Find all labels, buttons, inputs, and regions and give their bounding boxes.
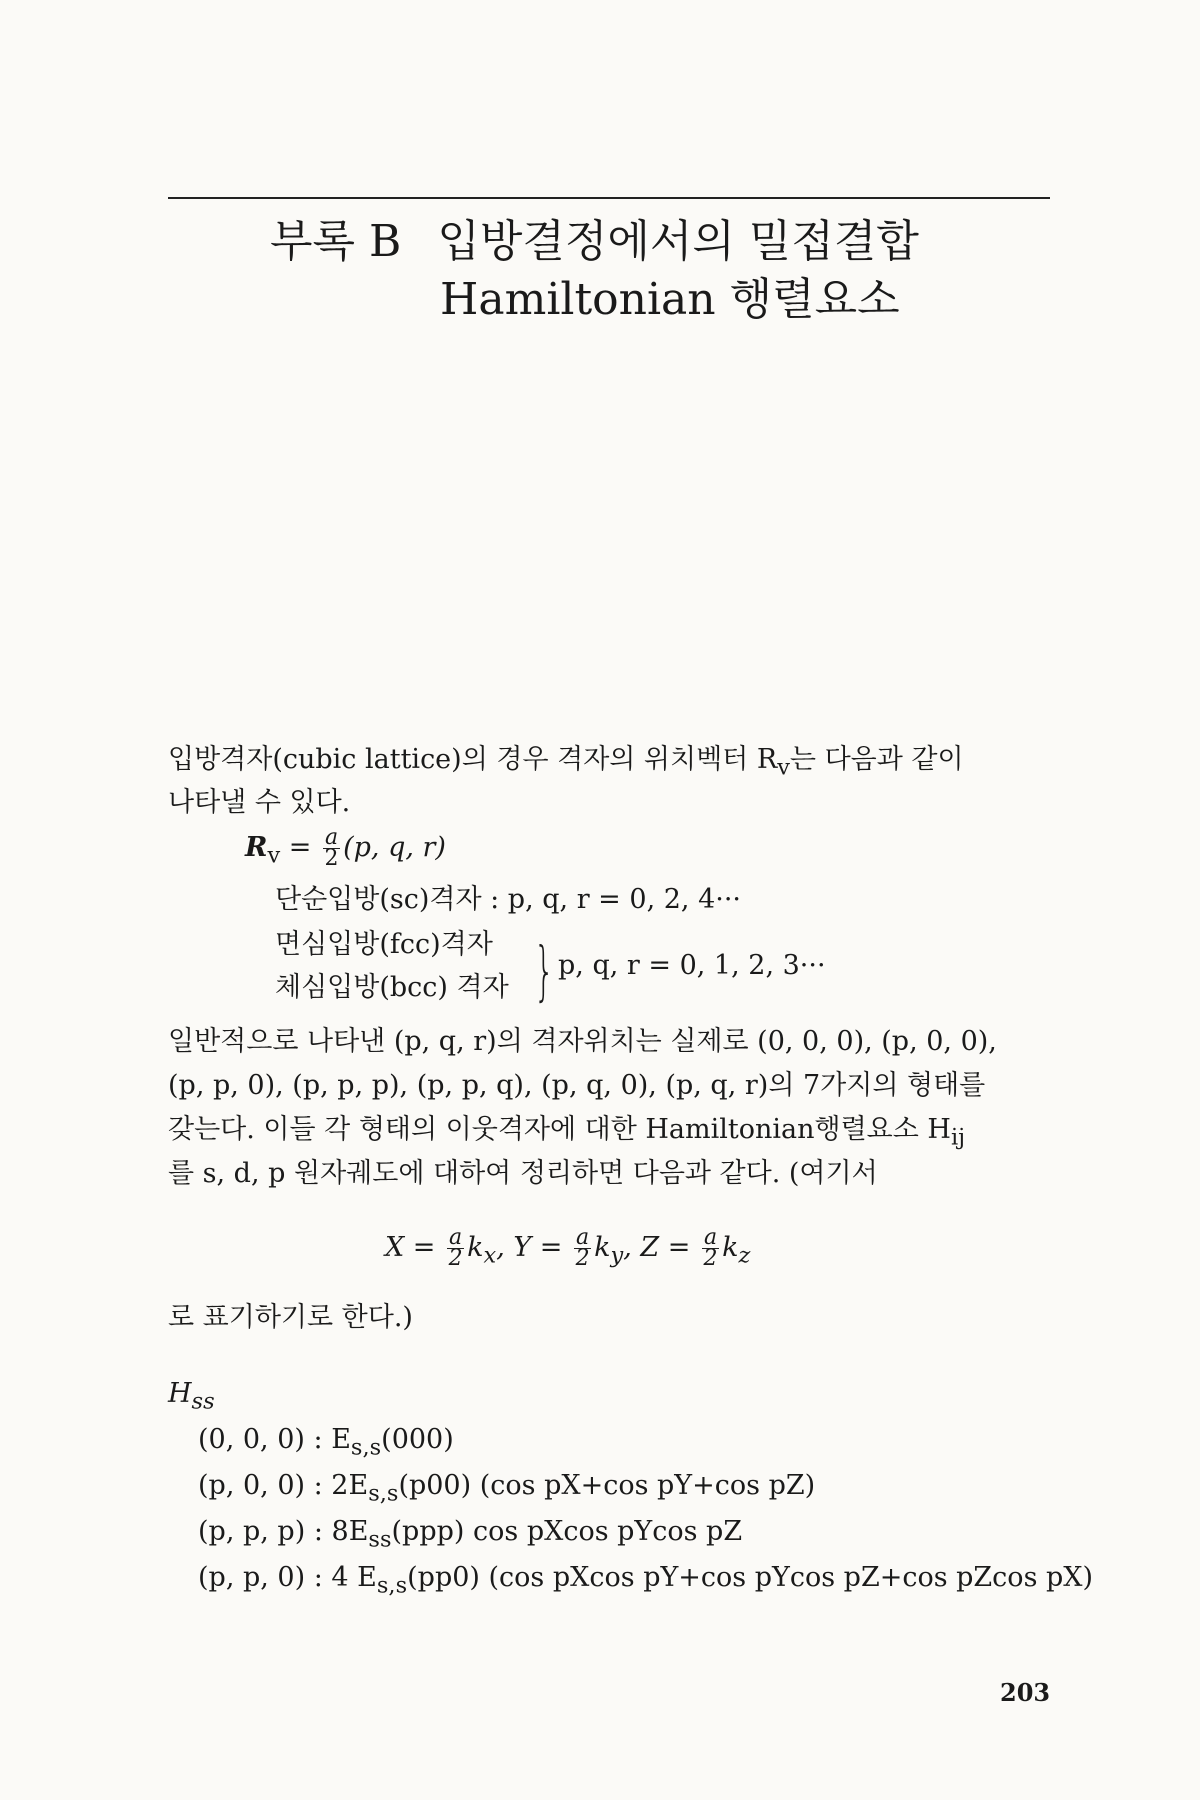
eq-frac-num: a <box>324 825 339 850</box>
hss-row <box>198 1512 742 1559</box>
xyz-frac-3 <box>702 1225 719 1271</box>
bcc-lattice-line: 체심입방(bcc) 격자 <box>275 972 509 1003</box>
eq-rhs: (p, q, r) <box>343 832 446 863</box>
para-3-sub: ij <box>950 1124 966 1151</box>
para-line-3 <box>168 1110 965 1157</box>
page-number: 203 <box>1000 1678 1051 1707</box>
hss-row-label: (p, 0, 0) : 2E <box>198 1470 369 1501</box>
hss-row-expression: (p00) (cos pX+cos pY+cos pZ) <box>398 1470 816 1501</box>
hss-heading <box>168 1374 215 1421</box>
xyz-frac-2-num: a <box>576 1225 590 1250</box>
grouping-brace: } <box>534 935 555 1009</box>
xyz-kx: k <box>467 1232 484 1263</box>
xyz-ky: k <box>594 1232 611 1263</box>
para-line-2: (p, p, 0), (p, p, p), (p, p, q), (p, q, 0), (p, q, r)의 7가지의 형태를 <box>168 1070 986 1101</box>
eq-lhs: R <box>245 832 268 863</box>
hss-row-label: (p, p, p) : 8E <box>198 1516 369 1547</box>
para-3-text: 갖는다. 이들 각 형태의 이웃격자에 대한 Hamiltonian행렬요소 H <box>168 1114 951 1145</box>
title-korean: 입방결정에서의 밀접결합 <box>437 216 919 267</box>
eq-fraction <box>323 825 340 871</box>
eq-frac-den: 2 <box>324 846 339 871</box>
xyz-ky-sub: y <box>610 1242 624 1269</box>
fcc-bcc-values: p, q, r = 0, 1, 2, 3··· <box>558 950 826 981</box>
eq-equals: = <box>280 832 320 863</box>
intro-line-2: 나타낼 수 있다. <box>168 787 351 818</box>
xyz-frac-3-den: 2 <box>703 1246 718 1271</box>
intro-tail: 는 다음과 같이 <box>789 744 964 775</box>
hss-row-sub: s,s <box>350 1434 382 1461</box>
xyz-kz: k <box>722 1232 739 1263</box>
xyz-kz-sub: z <box>738 1242 751 1269</box>
header-rule <box>168 197 1050 199</box>
xyz-z-lhs: , Z = <box>623 1232 699 1263</box>
xyz-y-lhs: , Y = <box>496 1232 571 1263</box>
hss-row <box>198 1466 815 1513</box>
hss-row-expression: (000) <box>381 1424 454 1455</box>
xyz-frac-1 <box>447 1225 464 1271</box>
hss-row <box>198 1558 1093 1605</box>
sc-lattice-line: 단순입방(sc)격자 : p, q, r = 0, 2, 4··· <box>275 884 742 915</box>
para-line-4: 를 s, d, p 원자궤도에 대하여 정리하면 다음과 같다. (여기서 <box>168 1158 878 1189</box>
hss-row-sub: s,s <box>376 1572 408 1599</box>
hss-row-sub: s,s <box>368 1480 399 1507</box>
intro-line-1 <box>168 740 964 787</box>
xyz-frac-1-den: 2 <box>448 1246 463 1271</box>
hss-row-expression: (ppp) cos pXcos pYcos pZ <box>391 1516 743 1547</box>
fcc-lattice-line: 면심입방(fcc)격자 <box>275 929 493 960</box>
title-line-1 <box>270 212 919 272</box>
intro-text: 입방격자(cubic lattice)의 경우 격자의 위치벡터 R <box>168 744 778 775</box>
hss-symbol: H <box>168 1378 192 1409</box>
xyz-kx-sub: x <box>483 1242 497 1269</box>
appendix-label: 부록 B <box>270 216 402 267</box>
intro-subscript: v <box>777 754 790 781</box>
xyz-x-lhs: X = <box>385 1232 445 1263</box>
closing-line: 로 표기하기로 한다.) <box>168 1302 413 1333</box>
position-vector-equation <box>245 825 446 875</box>
xyz-frac-1-num: a <box>449 1225 463 1250</box>
hss-row <box>198 1420 454 1467</box>
eq-lhs-sub: v <box>267 842 281 869</box>
xyz-frac-3-num: a <box>703 1225 718 1250</box>
xyz-frac-2 <box>574 1225 591 1271</box>
hss-subscript: ss <box>191 1388 215 1415</box>
hss-row-label: (p, p, 0) : 4 E <box>198 1562 377 1593</box>
xyz-definition <box>385 1225 751 1275</box>
para-line-1: 일반적으로 나타낸 (p, q, r)의 격자위치는 실제로 (0, 0, 0), (p, 0, 0), <box>168 1026 997 1057</box>
hss-row-sub: ss <box>368 1526 392 1553</box>
xyz-frac-2-den: 2 <box>575 1246 590 1271</box>
hss-row-label: (0, 0, 0) : E <box>198 1424 351 1455</box>
title-line-2: Hamiltonian 행렬요소 <box>440 274 900 325</box>
hss-row-expression: (pp0) (cos pXcos pY+cos pYcos pZ+cos pZcos pX) <box>407 1562 1094 1593</box>
